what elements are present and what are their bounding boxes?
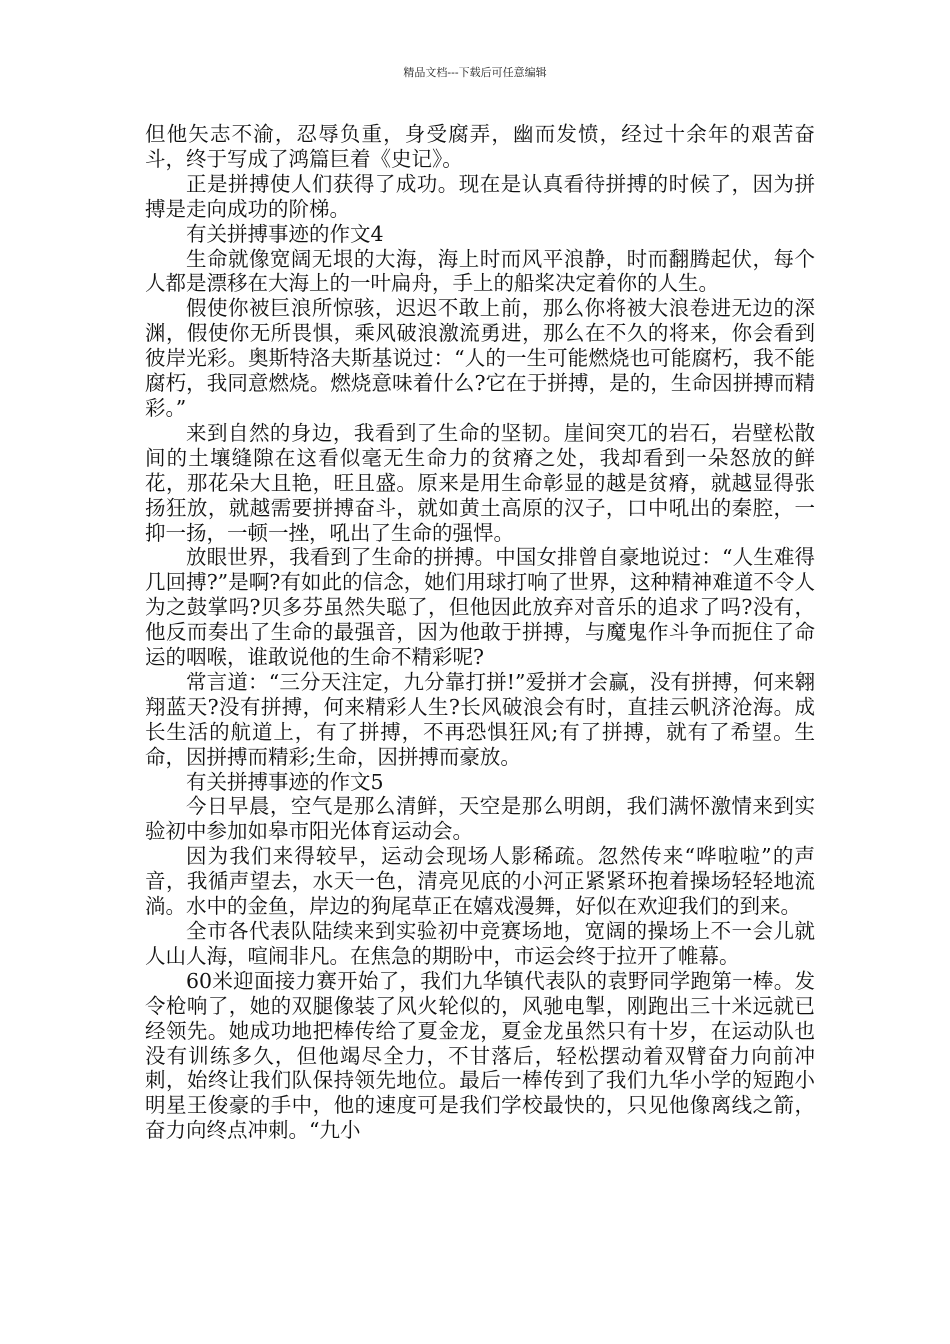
section-heading: 有关拼搏事迹的作文4 xyxy=(186,221,384,246)
paragraph: 生命就像宽阔无垠的大海，海上时而风平浪静，时而翻腾起伏，每个人都是漂移在大海上的一叶扁舟，手上的船桨决定着你的人生。 xyxy=(145,246,815,296)
paragraph: 放眼世界，我看到了生命的拼搏。中国女排曾自豪地说过：“人生难得几回搏?”是啊?有如此的信念，她们用球打响了世界，这种精神难道不令人为之鼓掌吗?贝多芬虽然失聪了，但他因此放弃对音乐的追求了吗?没有，他反而奏出了生命的最强音，因为他敢于拼搏，与魔鬼作斗争而扼住了命运的咽喉，谁敢说他的生命不精彩呢? xyxy=(145,545,815,670)
paragraph: 60米迎面接力赛开始了，我们九华镇代表队的袁野同学跑第一棒。发令枪响了，她的双腿像装了风火轮似的，风驰电掣，刚跑出三十米远就已经领先。她成功地把棒传给了夏金龙，夏金龙虽然只有十岁，在运动队也没有训练多久，但他竭尽全力，不甘落后，轻松摆动着双臂奋力向前冲刺，始终让我们队保持领先地位。最后一棒传到了我们九华小学的短跑小明星王俊豪的手中，他的速度可是我们学校最快的，只见他像离线之箭，奋力向终点冲刺。“九小 xyxy=(145,968,815,1143)
paragraph: 今日早晨，空气是那么清鲜，天空是那么明朗，我们满怀激情来到实验初中参加如皋市阳光体育运动会。 xyxy=(145,794,815,844)
paragraph: 正是拼搏使人们获得了成功。现在是认真看待拼搏的时候了，因为拼搏是走向成功的阶梯。 xyxy=(145,171,815,221)
paragraph: 常言道：“三分天注定，九分靠打拼!”爱拼才会赢，没有拼搏，何来翱翔蓝天?没有拼搏，何来精彩人生?长风破浪会有时，直挂云帆济沧海。成长生活的航道上，有了拼搏，不再恐惧狂风;有了拼搏，就有了希望。生命，因拼搏而精彩;生命，因拼搏而豪放。 xyxy=(145,669,815,769)
paragraph: 全市各代表队陆续来到实验初中竞赛场地，宽阔的操场上不一会儿就人山人海，喧闹非凡。在焦急的期盼中，市运会终于拉开了帷幕。 xyxy=(145,919,815,968)
section-heading: 有关拼搏事迹的作文5 xyxy=(186,769,384,794)
paragraph: 来到自然的身边，我看到了生命的坚韧。崖间突兀的岩石，岩壁松散间的土壤缝隙在这看似毫无生命力的贫瘠之处，我却看到一朵怒放的鲜花，那花朵大且艳，旺且盛。原来是用生命彰显的越是贫瘠，就越显得张扬狂放，就越需要拼搏奋斗，就如黄土高原的汉子，口中吼出的秦腔，一抑一扬，一顿一挫，吼出了生命的强悍。 xyxy=(145,420,815,545)
paragraph: 但他矢志不渝，忍辱负重，身受腐弄，幽而发愤，经过十余年的艰苦奋斗，终于写成了鸿篇巨着《史记》。 xyxy=(145,122,815,171)
page-header: 精品文档---下载后可任意编辑 xyxy=(403,66,547,79)
paragraph: 因为我们来得较早，运动会现场人影稀疏。忽然传来“哗啦啦”的声音，我循声望去，水天一色，清亮见底的小河正紧紧环抱着操场轻轻地流淌。水中的金鱼，岸边的狗尾草正在嬉戏漫舞，好似在欢迎我们的到来。 xyxy=(145,844,815,919)
document-body xyxy=(145,122,815,1143)
paragraph: 假使你被巨浪所惊骇，迟迟不敢上前，那么你将被大浪卷进无边的深渊，假使你无所畏惧，乘风破浪激流勇进，那么在不久的将来，你会看到彼岸光彩。奥斯特洛夫斯基说过：“人的一生可能燃烧也可能腐朽，我不能腐朽，我同意燃烧。燃烧意味着什么?它在于拼搏，是的，生命因拼搏而精彩。” xyxy=(145,296,815,420)
